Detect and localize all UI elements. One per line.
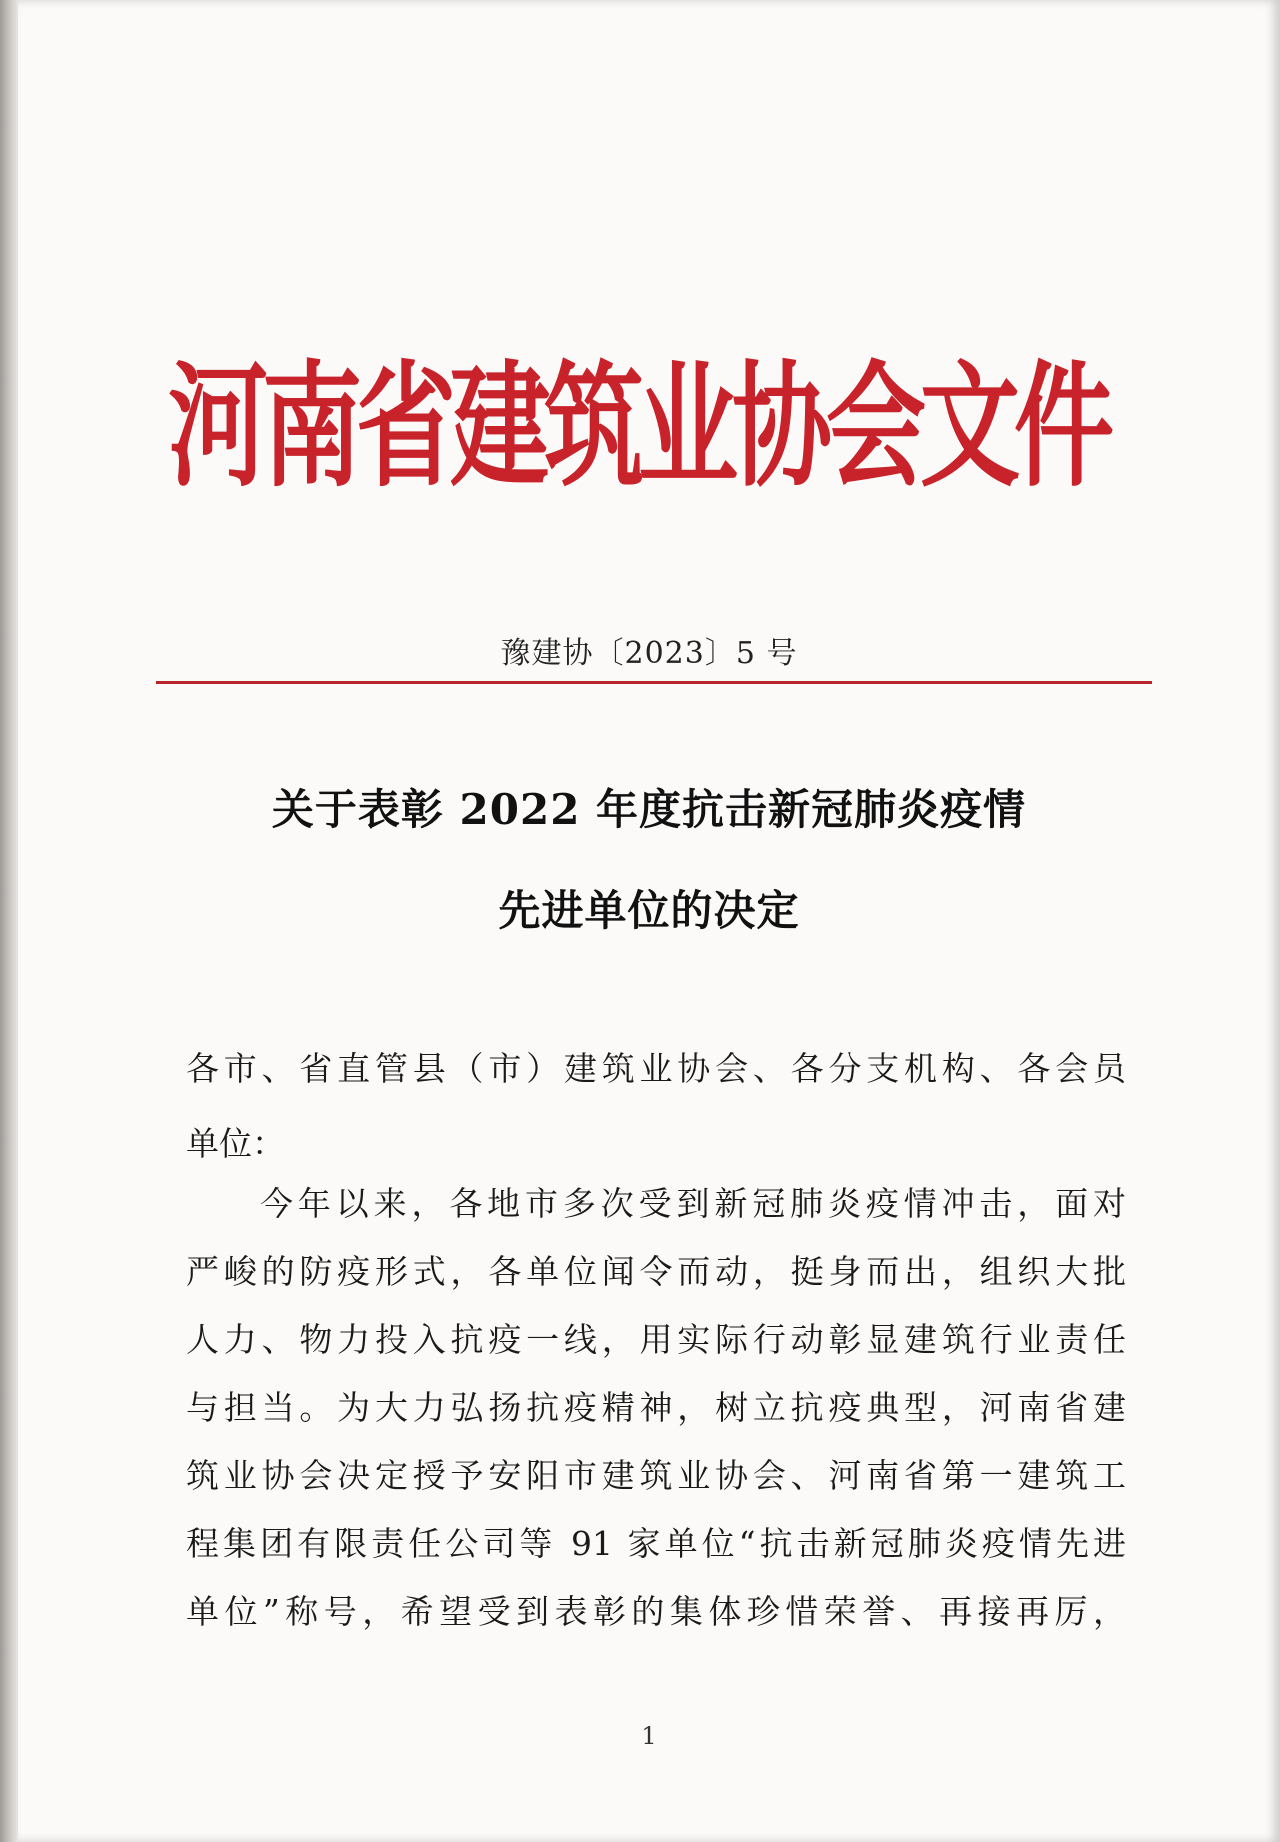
body-line-3: 今年以来，各地市多次受到新冠肺炎疫情冲击，面对 (260, 1184, 1126, 1223)
page-left-edge (0, 0, 18, 1842)
page-number: 1 (641, 1722, 657, 1750)
body-line-4: 严峻的防疫形式，各单位闻令而动，挺身而出，组织大批 (186, 1252, 1126, 1291)
body-line-7: 筑业协会决定授予安阳市建筑业协会、河南省第一建筑工 (186, 1456, 1126, 1495)
body-line-1: 各市、省直管县（市）建筑业协会、各分支机构、各会员 (186, 1049, 1126, 1088)
document-title-line-1: 关于表彰 2022 年度抗击新冠肺炎疫情 (271, 785, 1027, 834)
document-page (18, 0, 1280, 1842)
body-line-8: 程集团有限责任公司等 91 家单位“抗击新冠肺炎疫情先进 (186, 1524, 1126, 1563)
document-number: 豫建协〔2023〕5 号 (500, 636, 798, 671)
body-line-9: 单位”称号，希望受到表彰的集体珍惜荣誉、再接再厉， (186, 1592, 1126, 1631)
document-title-line-2: 先进单位的决定 (498, 886, 800, 935)
red-header-title: 河南省建筑业协会文件 (168, 346, 1108, 506)
body-line-6: 与担当。为大力弘扬抗疫精神，树立抗疫典型，河南省建 (186, 1388, 1126, 1427)
body-line-2: 单位： (186, 1124, 285, 1163)
body-line-5: 人力、物力投入抗疫一线，用实际行动彰显建筑行业责任 (186, 1320, 1126, 1359)
red-divider-line (156, 681, 1152, 684)
